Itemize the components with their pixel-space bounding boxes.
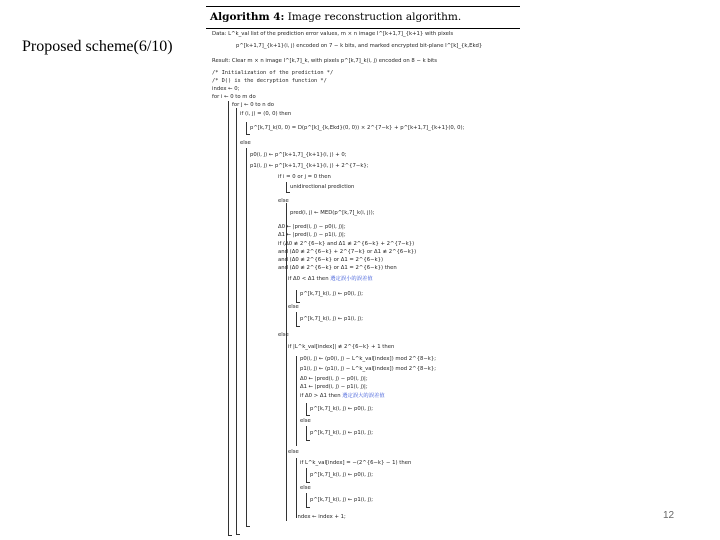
algo-if-delta-less [288,276,373,283]
algo-if-delta-less-text: if Δ0 < Δ1 then [288,276,329,282]
algo-cond-2: and (Δ0 ≢ 2^{6−k} + 2^{7−k} or Δ1 ≢ 2^{6−k}) [278,249,417,255]
algo-if-delta-greater-text: if Δ0 > Δ1 then [300,393,341,399]
if-delta-block-bar [296,290,297,302]
algorithm-name: Image reconstruction algorithm. [287,11,462,23]
algo-pred-med: pred(i, j) ← MED(p^[k,7]_k(i, j)); [290,210,375,216]
else-list-block-bar [296,458,297,518]
if-border-block-bar [286,182,287,192]
if-compare-block-bar [306,403,307,415]
algo-else-minus: else [300,485,311,491]
algo-unidirectional: unidirectional prediction [290,184,355,190]
algo-if-minus: if L^k_val[index] = −(2^{6−k} − 1) then [300,460,412,466]
page-number: 12 [663,510,675,521]
algo-p1-update: p1(i, j) ← (p1(i, j) − L^k_val[index]) mod 2^{8−k}; [300,366,437,372]
algorithm-top-rule [206,6,520,7]
algorithm-box [206,6,520,530]
algo-index-init: index ← 0; [212,86,240,92]
algo-result-line: Result: Clear m × n image I^[k,7]_k, with pixels p^[k,7]_k(i, j) encoded on 8 − k bits [212,58,438,64]
algorithm-heading [210,11,461,23]
for-j-block-bar [236,108,237,534]
algo-p0-init: p0(i, j) ← p^[k+1,7]_{k+1}(i, j) + 0; [250,152,347,158]
algo-decrypt-origin: p^[k,7]_k(0, 0) = D(p^[k]_{k,Ekd}(0, 0)) × 2^{7−k} + p^[k+1,7]_{k+1}(0, 0); [250,125,465,131]
algo-for-i: for i ← 0 to m do [212,94,256,100]
if-origin-block-end [246,134,250,135]
algo-else-list: else [288,449,299,455]
algo-if-border: if i = 0 or j = 0 then [278,174,331,180]
if-delta-block-end [296,302,300,303]
for-i-block-bar [228,101,229,535]
else-error-block-bar [286,338,287,520]
else-delta-block-bar [296,312,297,326]
algo-data-line-2: p^[k+1,7]_{k+1}(i, j) encoded on 7 − k bits, and marked encrypted bit-plane I^[k]_{k,Ekd} [236,43,483,49]
algo-else-delta: else [288,304,299,310]
algo-else-compare: else [300,418,311,424]
algo-assign-p1-c: p^[k,7]_k(i, j) ← p1(i, j); [310,497,373,503]
algo-if-delta-greater [300,393,385,400]
algo-comment-decrypt: /* D() is the decryption function */ [212,78,327,84]
else-minus-block-end [306,507,310,508]
algo-else-error: else [278,332,289,338]
algo-delta1: Δ1 ← |pred(i, j) − p1(i, j)|; [278,232,346,238]
for-i-block-end [228,535,232,536]
for-j-block-end [236,534,240,535]
if-list-block-bar [296,356,297,446]
algo-delta0: Δ0 ← |pred(i, j) − p0(i, j)|; [278,224,346,230]
algo-cond-3: and (Δ0 ≢ 2^{6−k} or Δ1 = 2^{6−k}) [278,257,384,263]
algorithm-label: Algorithm 4: [210,11,285,23]
else-delta-block-end [296,326,300,327]
algo-data-line: Data: L^k_val list of the prediction error values, m × n image I^[k+1,7]_{k+1} with pixels [212,31,454,37]
algo-comment-init: /* Initialization of the prediction */ [212,70,334,76]
algorithm-header-rule [206,28,520,29]
else-minus-block-bar [306,493,307,507]
algo-assign-p1-a: p^[k,7]_k(i, j) ← p1(i, j); [300,316,363,322]
else-main-block-bar [246,148,247,526]
if-compare-block-end [306,415,310,416]
algo-assign-p0-c: p^[k,7]_k(i, j) ← p0(i, j); [310,472,373,478]
algo-else-main: else [240,140,251,146]
algo-assign-p1-b: p^[k,7]_k(i, j) ← p1(i, j); [310,430,373,436]
if-minus-block-bar [306,468,307,482]
algo-for-j: for j ← 0 to n do [232,102,274,108]
algo-assign-p0-a: p^[k,7]_k(i, j) ← p0(i, j); [300,291,363,297]
else-main-block-end [246,526,250,527]
else-compare-block-bar [306,426,307,440]
algo-p0-update: p0(i, j) ← (p0(i, j) − L^k_val[index]) mod 2^{8−k}; [300,356,437,362]
if-border-block-end [286,192,290,193]
algo-else-inner: else [278,198,289,204]
algo-if-list: if |L^k_val[index]| ≢ 2^{6−k} + 1 then [288,344,395,350]
algo-p1-init: p1(i, j) ← p^[k+1,7]_{k+1}(i, j) + 2^{7−k}; [250,163,369,169]
algo-delta1-update: Δ1 ← |pred(i, j) − p1(i, j)|; [300,384,368,390]
algo-index-increment: index ← index + 1; [296,514,346,520]
algo-cond-4: and (Δ0 ≢ 2^{6−k} or Δ1 = 2^{6−k}) then [278,265,397,271]
annotation-choose-smaller: 選定誤小的誤差值 [330,276,373,282]
if-origin-block-bar [246,122,247,134]
annotation-choose-larger: 選定誤大的誤差值 [342,393,385,399]
else-compare-block-end [306,440,310,441]
algo-delta0-update: Δ0 ← |pred(i, j) − p0(i, j)|; [300,376,368,382]
algo-if-origin: if (i, j) = (0, 0) then [240,111,292,117]
if-minus-block-end [306,482,310,483]
algo-cond-1: if (Δ0 ≢ 2^{6−k} and Δ1 ≢ 2^{6−k} + 2^{7−k}) [278,241,415,247]
algo-assign-p0-b: p^[k,7]_k(i, j) ← p0(i, j); [310,406,373,412]
slide-title: Proposed scheme(6/10) [22,38,173,55]
